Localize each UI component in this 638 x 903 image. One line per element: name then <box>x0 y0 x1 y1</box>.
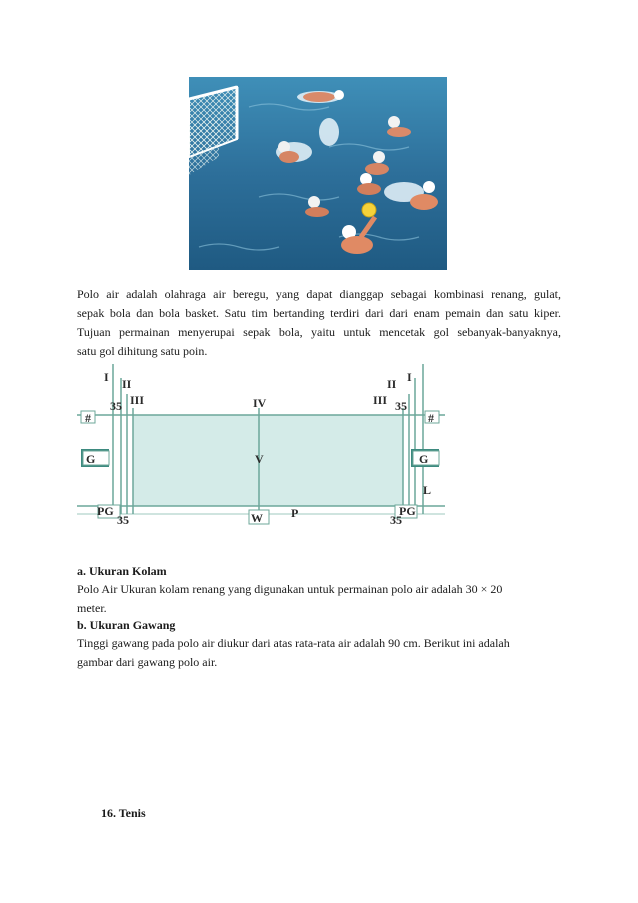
intro-line: satu gol dihitung satu poin. <box>77 344 208 358</box>
label-hash-right: # <box>428 411 434 425</box>
water-polo-illustration <box>189 77 447 270</box>
label-G-right: G <box>419 452 429 466</box>
text-line: gambar dari gawang polo air. <box>77 655 218 669</box>
ball-icon <box>362 203 376 217</box>
label-35-left: 35 <box>110 399 122 413</box>
text-line: meter. <box>77 601 107 615</box>
label-III-right: III <box>373 393 388 407</box>
label-PG-right: PG <box>399 504 416 518</box>
pool-diagram <box>77 364 445 532</box>
label-I-left: I <box>104 370 109 384</box>
label-V: V <box>255 452 264 466</box>
label-P: P <box>291 506 299 520</box>
label-35-bottom-left: 35 <box>117 513 129 527</box>
label-I-right: I <box>407 370 412 384</box>
label-L: L <box>423 483 432 497</box>
heading-tenis: 16. Tenis <box>101 806 146 820</box>
label-W: W <box>251 511 263 525</box>
intro-line: Polo air adalah olahraga air beregu, yang dapat dianggap sebagai kombinasi renang, gulat, <box>77 287 561 301</box>
label-III-left: III <box>130 393 145 407</box>
heading-ukuran-gawang: b. Ukuran Gawang <box>77 618 176 632</box>
label-II-left: II <box>122 377 132 391</box>
heading-ukuran-kolam: a. Ukuran Kolam <box>77 564 167 578</box>
label-G-left: G <box>86 452 96 466</box>
ukuran-gawang-text <box>77 634 547 672</box>
label-35-bottom-right: 35 <box>390 513 402 527</box>
pool-diagram-svg <box>77 364 445 532</box>
text-line: Tinggi gawang pada polo air diukur dari atas rata-rata air adalah 90 cm. Berikut ini adalah <box>77 636 510 650</box>
label-hash-left: # <box>85 411 91 425</box>
ukuran-kolam-text <box>77 580 547 618</box>
intro-paragraph <box>77 285 561 361</box>
label-IV: IV <box>253 396 267 410</box>
water-polo-photo <box>189 77 447 270</box>
text-line: Polo Air Ukuran kolam renang yang digunakan untuk permainan polo air adalah 30 × 20 <box>77 582 503 596</box>
label-35-right: 35 <box>395 399 407 413</box>
intro-line: sepak bola dan bola basket. Satu tim bertanding terdiri dari dari enam pemain dan satu kiper. <box>77 306 561 320</box>
intro-line: Tujuan permainan menyerupai sepak bola, yaitu untuk mencetak gol sebanyak-banyaknya, <box>77 325 561 339</box>
label-PG-left: PG <box>97 504 114 518</box>
pool-water <box>133 415 403 506</box>
label-II-right: II <box>387 377 397 391</box>
